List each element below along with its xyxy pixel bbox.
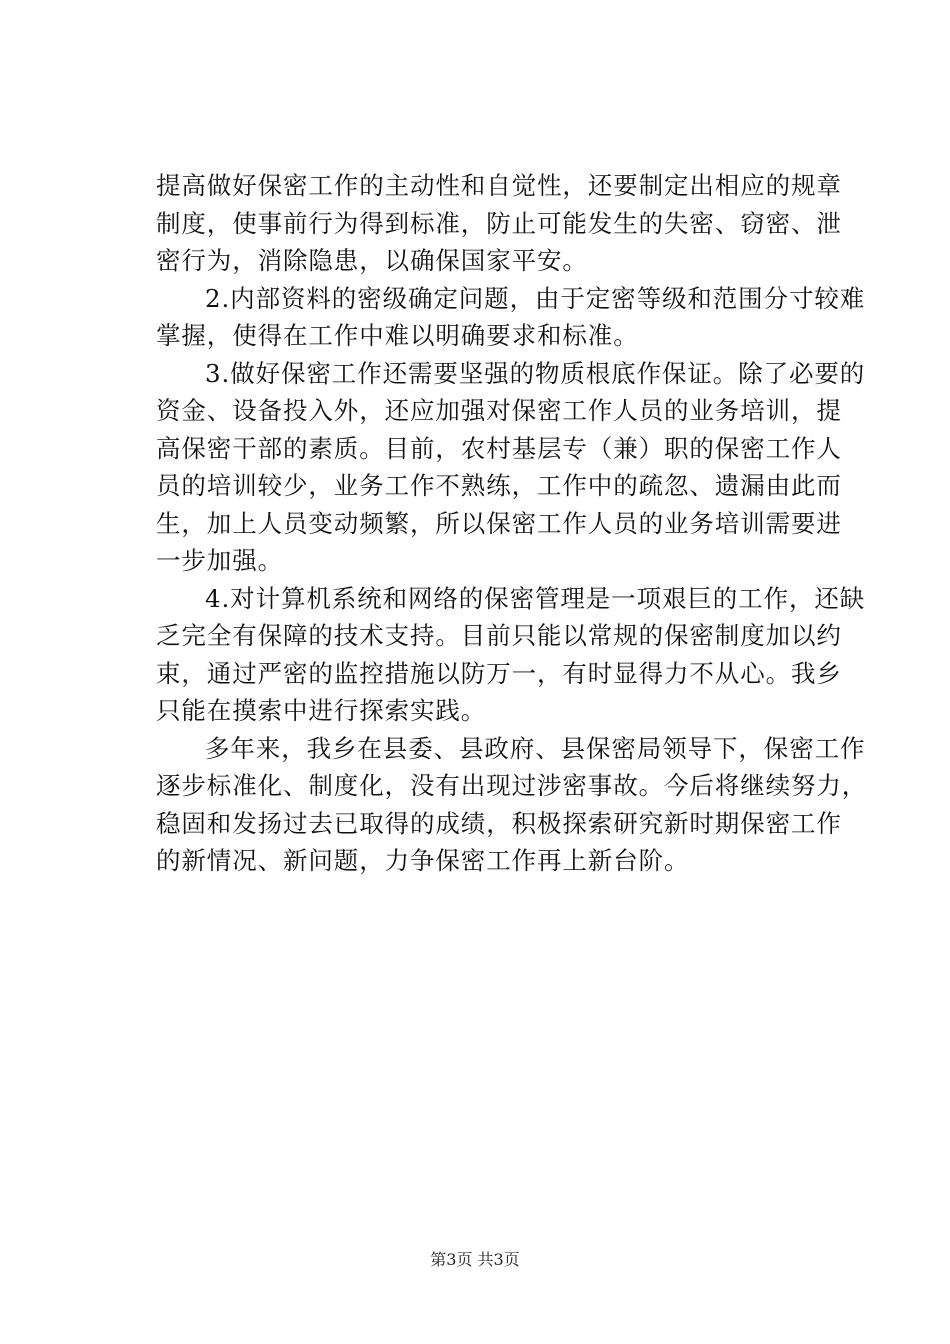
text-line: 乏完全有保障的技术支持。目前只能以常规的保密制度加以约 — [156, 621, 842, 650]
text-line: 逐步标准化、制度化，没有出现过涉密事故。今后将继续努力， — [156, 771, 868, 800]
paragraph-item-3 — [156, 355, 866, 580]
text-line: 束，通过严密的监控措施以防万一，有时显得力不从心。我乡 — [156, 658, 842, 688]
text-line: 2.内部资料的密级确定问题，由于定密等级和范围分寸较难 — [205, 283, 866, 313]
text-line: 员的培训较少，业务工作不熟练，工作中的疏忽、遗漏由此而 — [156, 471, 842, 500]
text-line: 3.做好保密工作还需要坚强的物质根底作保证。除了必要的 — [205, 358, 866, 388]
paragraph-conclusion — [156, 730, 868, 880]
text-line: 密行为，消除隐患，以确保国家平安。 — [156, 246, 588, 275]
text-line: 稳固和发扬过去已取得的成绩，积极探索研究新时期保密工作 — [156, 808, 842, 838]
page-number-label: 第3页 共3页 — [430, 1250, 520, 1269]
paragraph-item-2 — [156, 280, 866, 355]
page-footer — [0, 1250, 950, 1270]
text-line: 4.对计算机系统和网络的保密管理是一项艰巨的工作，还缺 — [205, 583, 866, 613]
document-body — [156, 167, 868, 880]
text-line: 高保密干部的素质。目前，农村基层专（兼）职的保密工作人 — [156, 433, 842, 463]
text-line: 只能在摸索中进行探索实践。 — [156, 696, 487, 725]
paragraph-item-4 — [156, 580, 866, 730]
text-line: 的新情况、新问题，力争保密工作再上新台阶。 — [156, 846, 690, 875]
text-line: 掌握，使得在工作中难以明确要求和标准。 — [156, 321, 639, 350]
text-line: 一步加强。 — [156, 546, 283, 575]
text-line: 提高做好保密工作的主动性和自觉性，还要制定出相应的规章 — [156, 171, 842, 200]
paragraph-continuation — [156, 167, 846, 280]
text-line: 多年来，我乡在县委、县政府、县保密局领导下，保密工作 — [205, 733, 866, 763]
text-line: 资金、设备投入外，还应加强对保密工作人员的业务培训，提 — [156, 396, 842, 425]
text-line: 制度，使事前行为得到标准，防止可能发生的失密、窃密、泄 — [156, 208, 842, 238]
text-line: 生，加上人员变动频繁，所以保密工作人员的业务培训需要进 — [156, 508, 842, 538]
